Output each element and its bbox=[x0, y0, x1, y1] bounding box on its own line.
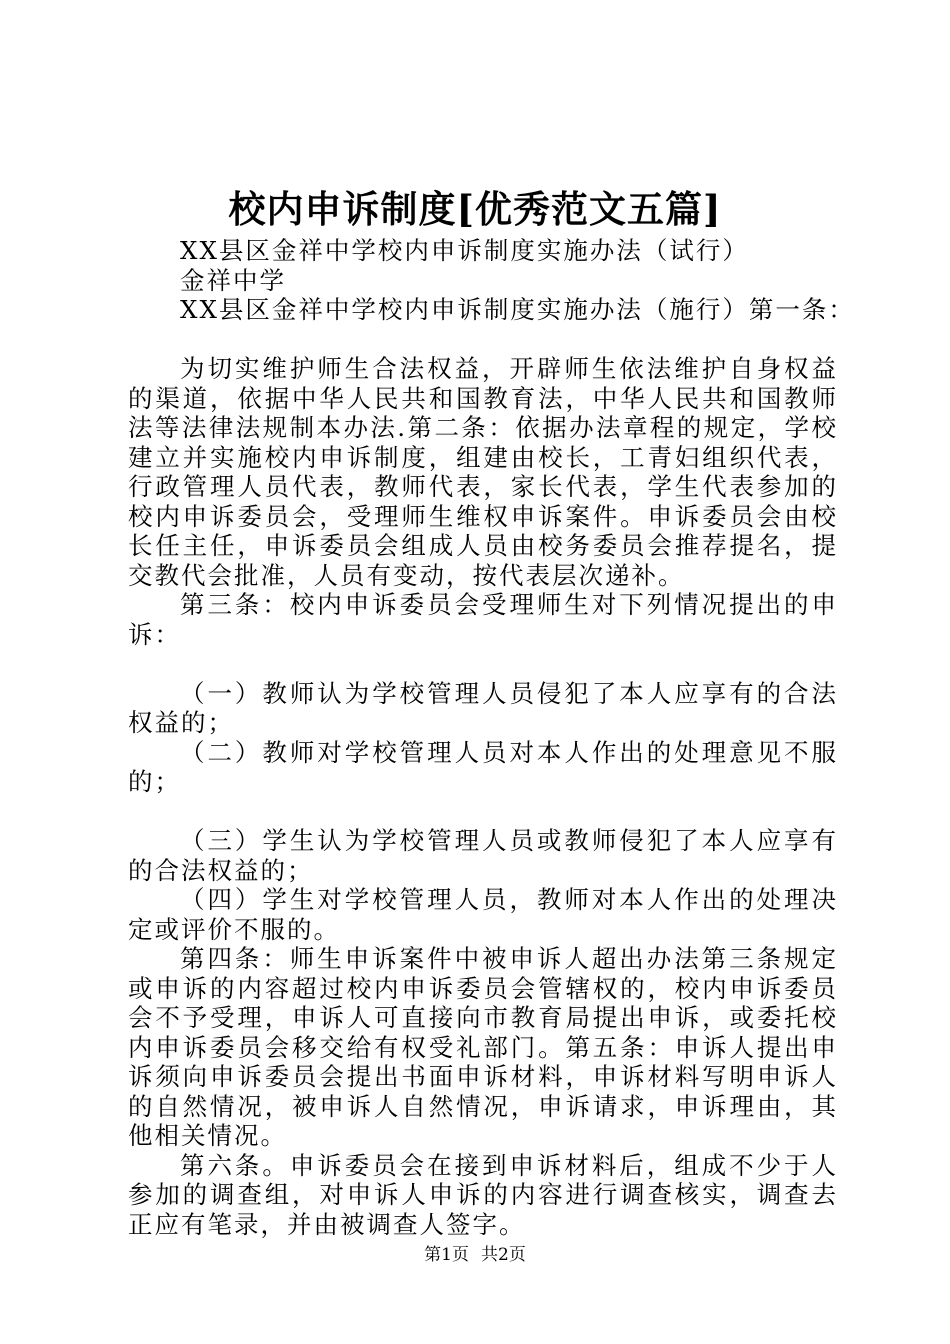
paragraph-article-1-2: 为切实维护师生合法权益，开辟师生依法维护自身权益的渠道，依据中华人民共和国教育法，中华人民共和国教师法等法律法规制本办法.第二条：依据办法章程的规定，学校建立并实施校内申诉制度，组建由校长，工青妇组织代表，行政管理人员代表，教师代表，家长代表，学生代表参加的校内申诉委员会，受理师生维权申诉案件。申诉委员会由校长任主任，申诉委员会组成人员由校务委员会推荐提名，提交教代会批准，人员有变动，按代表层次递补。 bbox=[128, 354, 838, 590]
paragraph-item-1: （一）教师认为学校管理人员侵犯了本人应享有的合法权益的； bbox=[128, 678, 838, 737]
page-number-current: 第1页 bbox=[424, 1245, 469, 1265]
paragraph-article-4-5: 第四条：师生申诉案件中被申诉人超出办法第三条规定或申诉的内容超过校内申诉委员会管辖权的，校内申诉委员会不予受理，申诉人可直接向市教育局提出申诉，或委托校内申诉委员会移交给有权受礼部门。第五条：申诉人提出申诉须向申诉委员会提出书面申诉材料，申诉材料写明申诉人的自然情况，被申诉人自然情况，申诉请求，申诉理由，其他相关情况。 bbox=[128, 944, 838, 1150]
header-line-3: XX县区金祥中学校内申诉制度实施办法（施行）第一条： bbox=[180, 295, 855, 324]
page-footer bbox=[0, 1243, 950, 1267]
paragraph-gap bbox=[128, 325, 838, 355]
document-title: 校内申诉制度[优秀范文五篇] bbox=[228, 187, 722, 231]
paragraph-gap bbox=[128, 797, 838, 827]
page-number-total: 共2页 bbox=[481, 1245, 526, 1265]
document-body bbox=[128, 236, 855, 1239]
header-line-2: 金祥中学 bbox=[180, 265, 286, 295]
paragraph-item-2: （二）教师对学校管理人员对本人作出的处理意见不服的； bbox=[128, 737, 838, 796]
header-line-1: XX县区金祥中学校内申诉制度实施办法（试行） bbox=[180, 236, 749, 265]
paragraph-item-3: （三）学生认为学校管理人员或教师侵犯了本人应享有的合法权益的； bbox=[128, 826, 838, 885]
paragraph-item-4: （四）学生对学校管理人员，教师对本人作出的处理决定或评价不服的。 bbox=[128, 885, 838, 944]
paragraph-gap bbox=[128, 649, 838, 679]
paragraph-article-3: 第三条：校内申诉委员会受理师生对下列情况提出的申诉： bbox=[128, 590, 838, 649]
paragraph-article-6: 第六条。申诉委员会在接到申诉材料后，组成不少于人参加的调查组，对申诉人申诉的内容进行调查核实，调查去正应有笔录，并由被调查人签字。 bbox=[128, 1150, 838, 1239]
